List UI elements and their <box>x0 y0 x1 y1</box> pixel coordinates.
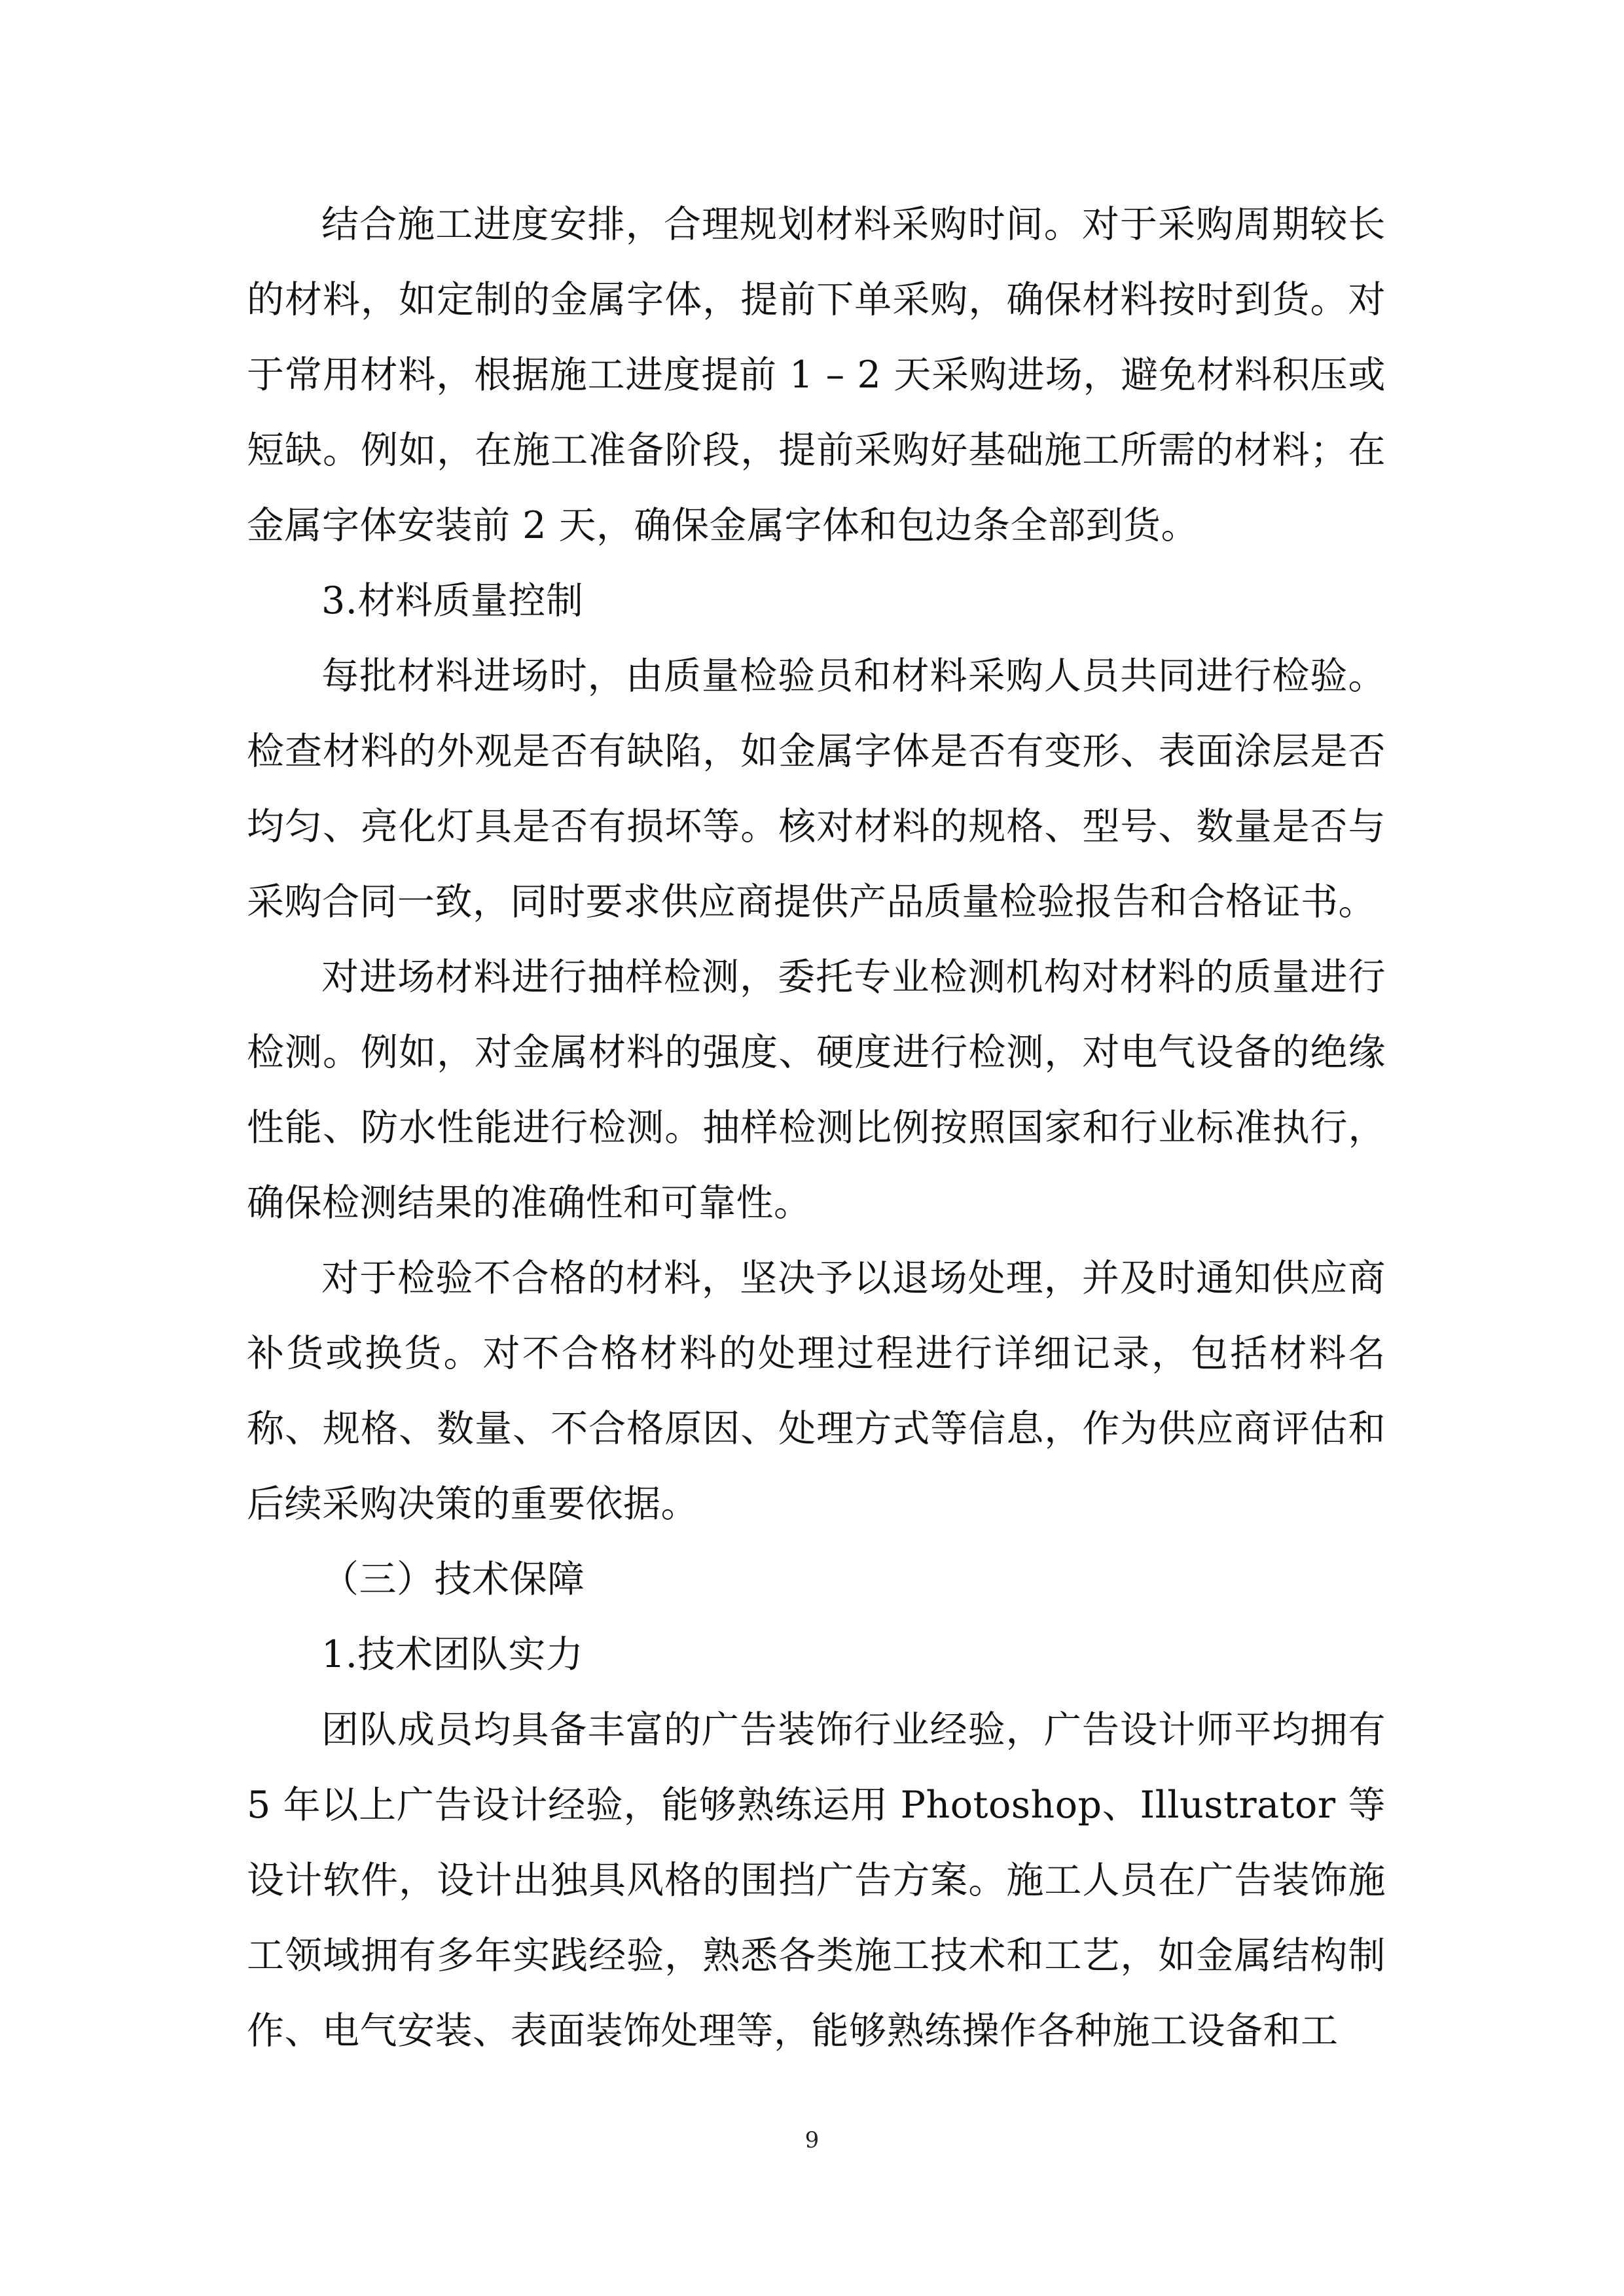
page-number: 9 <box>804 2127 820 2153</box>
section-heading: （三）技术保障 <box>321 1558 585 1601</box>
body-paragraph: 团队成员均具备丰富的广告装饰行业经验，广告设计师平均拥有 5 年以上广告设计经验，能够熟练运用 Photoshop、Illustrator 等设计软件，设计出独具风格的围挡广告方案。施工人员在广告装饰施工领域拥有多年实践经验，熟悉各类施工技术和工艺，如金属结构制作、电气安装、表面装饰处理等，能够熟练操作各种施工设备和工 <box>247 1708 1386 2053</box>
body-paragraph: 结合施工进度安排，合理规划材料采购时间。对于采购周期较长的材料，如定制的金属字体，提前下单采购，确保材料按时到货。对于常用材料，根据施工进度提前 1 – 2 天采购进场，避免材料积压或短缺。例如，在施工准备阶段，提前采购好基础施工所需的材料；在金属字体安装前 2 天，确保金属字体和包边条全部到货。 <box>247 203 1386 547</box>
body-paragraph: 对进场材料进行抽样检测，委托专业检测机构对材料的质量进行检测。例如，对金属材料的强度、硬度进行检测，对电气设备的绝缘性能、防水性能进行检测。抽样检测比例按照国家和行业标准执行，确保检测结果的准确性和可靠性。 <box>247 956 1386 1225</box>
body-paragraph: 对于检验不合格的材料，坚决予以退场处理，并及时通知供应商补货或换货。对不合格材料的处理过程进行详细记录，包括材料名称、规格、数量、不合格原因、处理方式等信息，作为供应商评估和后续采购决策的重要依据。 <box>247 1257 1386 1526</box>
body-paragraph: 每批材料进场时，由质量检验员和材料采购人员共同进行检验。检查材料的外观是否有缺陷，如金属字体是否有变形、表面涂层是否均匀、亮化灯具是否有损坏等。核对材料的规格、型号、数量是否与采购合同一致，同时要求供应商提供产品质量检验报告和合格证书。 <box>247 655 1386 924</box>
section-heading: 3.材料质量控制 <box>321 579 584 622</box>
subsection-heading: 1.技术团队实力 <box>321 1633 584 1676</box>
document-body <box>247 187 1386 2069</box>
